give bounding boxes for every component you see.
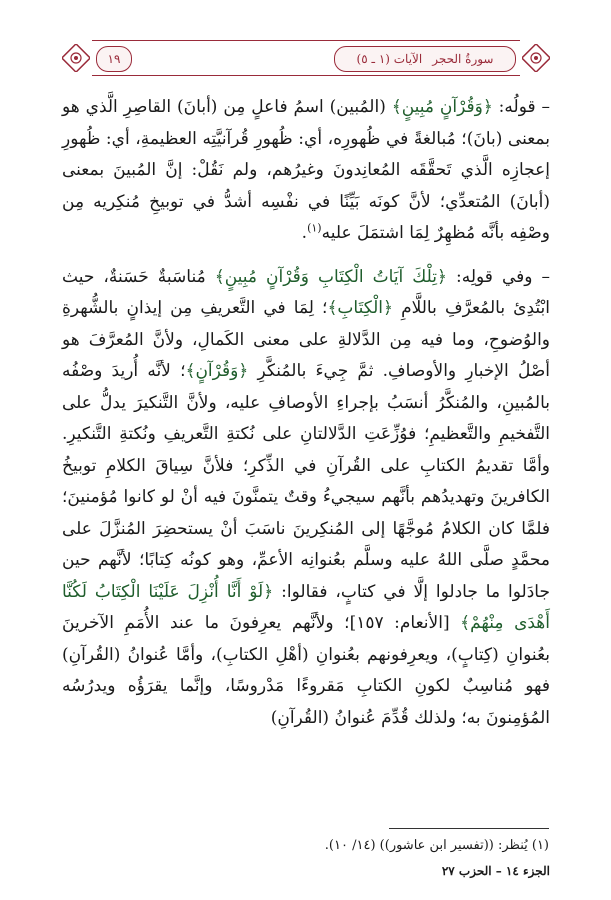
surah-banner — [334, 46, 516, 72]
ornament-left-icon — [62, 44, 90, 72]
text-segment: . — [301, 223, 308, 243]
paragraph — [62, 92, 550, 250]
text-segment: [الأنعام: ١٥٧]؛ ولأنَّهم يعرِفونَ ما عند الأُمَمِ الآخرينَ بعُنوانِ (كِتابٍ)، ويعرِفونهم بعُنوانِ (أهْلِ الكتابِ)، وأمَّا عُنوانُ (القُرآنِ) فهو مُناسِبٌ لكونِ الكتابِ مَقروءًا مَدْروسًا، وإنَّما يقرَؤُه ويدرُسُه المُؤمِنونَ به؛ ولذلك قُدِّمَ عُنوانُ (القُرآنِ) — [62, 613, 550, 728]
footnote-divider — [389, 828, 549, 829]
verses-label: الآيات (١ ـ ٥) — [356, 52, 423, 66]
text-segment: ؛ لِمَا في التَّعريفِ مِن إيذانٍ بالشُّهرةِ والوُضوحِ، وما فيه مِن الدَّلالةِ على معنى الكَمالِ، ولأنَّ المُعرَّفَ هو أصْلُ الإخبارِ والأوصافِ. ثمَّ جِيءَ بالمُنكَّرِ — [62, 298, 551, 381]
footnote-ref: (١) — [307, 221, 322, 235]
quran-quote: ﴿تِلْكَ آيَاتُ الْكِتَابِ وَقُرْآنٍ مُبِينٍ﴾ — [214, 266, 447, 287]
page-header — [62, 38, 550, 80]
text-segment: مُناسَبةٌ حَسَنةٌ، حيث ابْتُدِئ بالمُعرَّفِ باللَّامِ — [62, 266, 550, 318]
page-number: ١٩ — [107, 52, 121, 66]
quran-quote: ﴿وَقُرْآنٍ﴾ — [185, 361, 249, 381]
text-segment: (المُبين) اسمُ فاعلٍ مِن (أبانَ) القاصِرِ الَّذي هو بمعنى (بانَ)؛ مُبالغةً في ظُهورِه، أي: ظُهورِ قُرآنيَّتِه العظيمةِ، أي: ظُهورِ إعجازِه الَّذي تَحقَّقَه المُعانِدونَ وغيرُهم، ولم نَقُلْ: إنَّ المُبينَ بمعنى (أبانَ) المُتعدِّي؛ لأنَّ كونَه بَيِّنًا في نفْسِه أشدُّ في توبيخِ مُنكِريه مِن وصْفِه بأنَّه مُظهِرٌ لِمَا اشتمَلَ عليه — [62, 97, 550, 243]
quran-quote: ﴿وَقُرْآنٍ مُبِينٍ﴾ — [391, 97, 493, 117]
quran-quote: ﴿الْكِتَابِ﴾ — [327, 298, 393, 318]
text-segment: ؛ لأنَّه أُريدَ وصْفُه بالمُبينِ، والمُنكَّرُ أنسَبُ بإجراءِ الأوصافِ عليه، ولأنَّ التَّنكيرَ يدلُّ على التَّفخيمِ والتَّعظيمِ؛ فوُزِّعَتِ الدَّلالتانِ على نُكتةِ التَّعريفِ ونُكتةِ التَّنكيرِ. وأمَّا تقديمُ الكتابِ على القُرآنِ في الذِّكرِ؛ فلأنَّ سِياقَ الكلامِ توبيخُ الكافرينَ وتهديدُهم بأنَّهم سيجيءُ وقتٌ يتمنَّونَ فيه أنْ لو كانوا مُؤمنينَ؛ فلمَّا كان الكلامُ مُوجَّهًا إلى المُنكِرينَ ناسَبَ أنْ يستحضِرَ المُنزَّلَ على محمَّدٍ صلَّى اللهُ عليه وسلَّم بعُنوانِه الأعمِّ، وهو كونُه كِتابًا؛ لأنَّهم حين جادَلوا ما جادلوا إلَّا في كتابٍ، فقالوا: — [62, 361, 550, 602]
ornament-right-icon — [522, 44, 550, 72]
header-rule-bottom — [92, 75, 520, 76]
text-segment: – قولُه: — [492, 97, 550, 117]
page-footer: الجزء ١٤ – الحزب ٢٧ — [441, 864, 550, 878]
paragraph — [62, 262, 550, 735]
surah-title: سورةُ الحجر — [432, 52, 494, 66]
page-number-badge — [96, 46, 132, 72]
footnote: (١) يُنظر: ((تفسير ابن عاشور)) (١٤/ ١٠). — [324, 838, 549, 853]
text-segment: – وفي قولِه: — [446, 266, 551, 287]
body-text — [62, 92, 550, 734]
quran-quote: ﴿لَوْ أَنَّا أُنْزِلَ عَلَيْنَا الْكِتَابُ لَكُنَّا أَهْدَى مِنْهُمْ﴾ — [62, 581, 550, 633]
header-rule-top — [92, 40, 520, 41]
